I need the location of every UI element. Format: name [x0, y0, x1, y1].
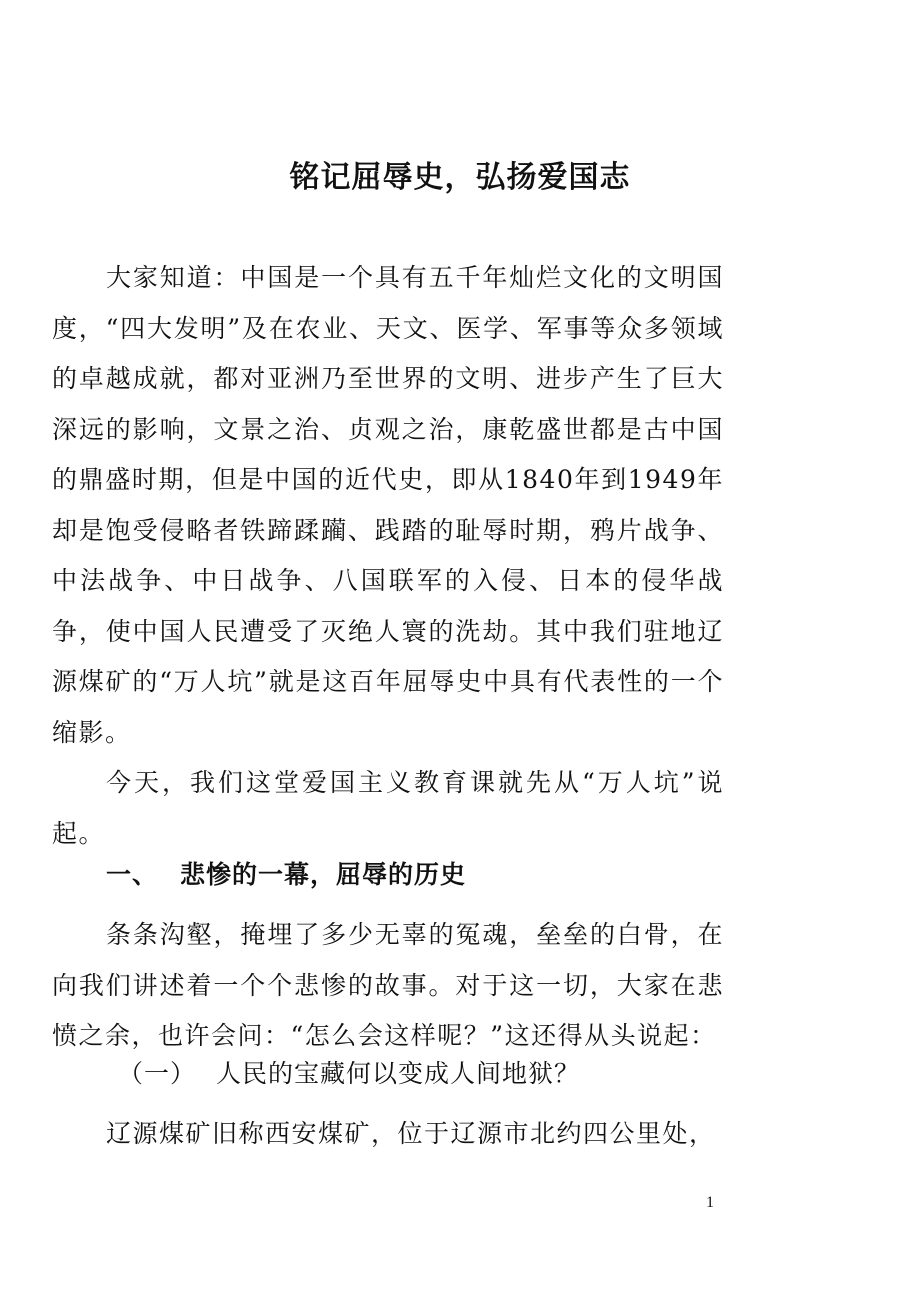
paragraph-gullies: 条条沟壑，掩埋了多少无辜的冤魂，垒垒的白骨，在向我们讲述着一个个悲惨的故事。对于这一切，大家在悲愤之余，也许会问：“怎么会这样呢？”这还得从头说起：: [52, 920, 724, 1050]
section-heading-text: 悲惨的一幕，屈辱的历史: [180, 860, 467, 889]
page-number: 1: [706, 1194, 714, 1211]
subsection-heading-text: 人民的宝藏何以变成人间地狱？: [216, 1059, 581, 1088]
section-heading: [106, 853, 466, 897]
paragraph-liaoyuan: 辽源煤矿旧称西安煤矿，位于辽源市北约四公里处，: [106, 1119, 716, 1148]
document-title: 铭记屈辱史，弘扬爱国志: [289, 160, 631, 195]
subsection-heading: [118, 1052, 580, 1096]
subsection-heading-number: （一）: [118, 1059, 197, 1088]
paragraph-today: 今天，我们这堂爱国主义教育课就先从“万人坑”说起。: [52, 768, 724, 848]
paragraph-intro: 大家知道：中国是一个具有五千年灿烂文化的文明国度，“四大发明”及在农业、天文、医学、军事等众多领域的卓越成就，都对亚洲乃至世界的文明、进步产生了巨大深远的影响，文景之治、贞观之治，康乾盛世都是古中国的鼎盛时期，但是中国的近代史，即从1840年到1949年却是饱受侵略者铁蹄蹂躏、践踏的耻辱时期，鸦片战争、中法战争、中日战争、八国联军的入侵、日本的侵华战争，使中国人民遭受了灭绝人寰的洗劫。其中我们驻地辽源煤矿的“万人坑”就是这百年屈辱史中具有代表性的一个缩影。: [52, 263, 724, 747]
section-heading-number: 一、: [106, 860, 159, 889]
